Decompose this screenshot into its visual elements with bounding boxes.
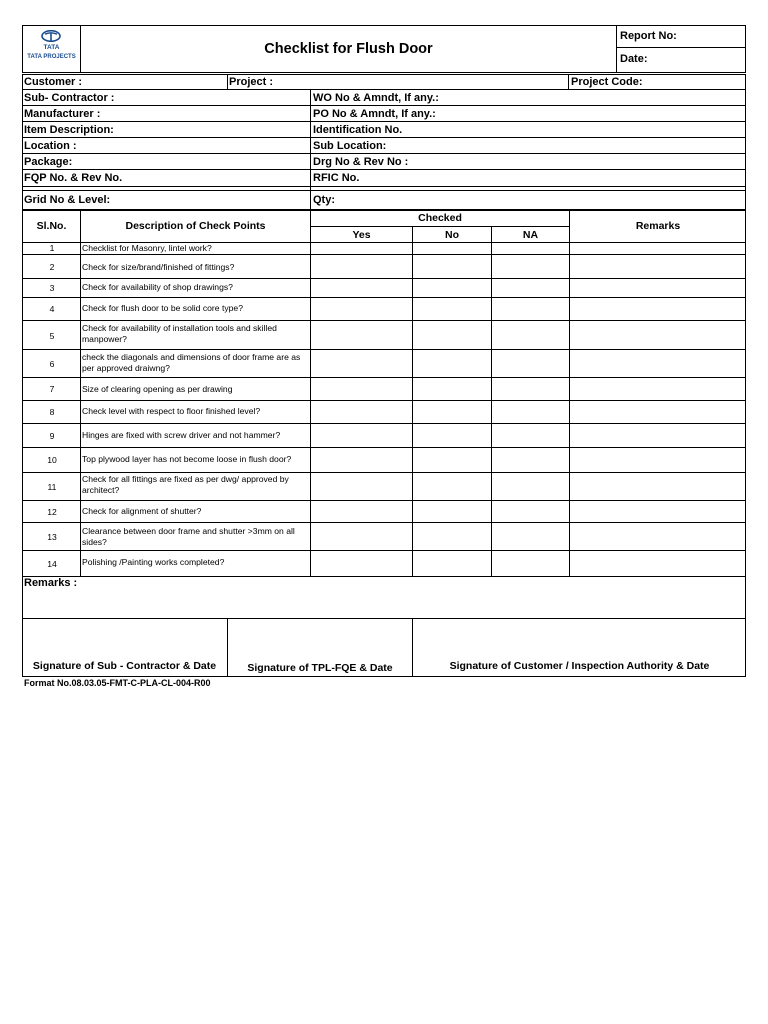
- row-description: Check for flush door to be solid core type?: [82, 303, 243, 313]
- qty-label: Qty:: [313, 194, 335, 206]
- sub-location-label: Sub Location:: [313, 140, 387, 152]
- col-header-slno: Sl.No.: [36, 220, 67, 232]
- grid-no-label: Grid No & Level:: [24, 194, 111, 206]
- tata-logo-icon: [41, 30, 61, 42]
- item-description-label: Item Description:: [24, 124, 114, 136]
- report-no-label: Report No:: [620, 30, 677, 42]
- col-header-yes: Yes: [352, 229, 371, 241]
- row-number: 13: [47, 532, 57, 542]
- col-header-no: No: [445, 229, 459, 241]
- col-header-checked: Checked: [418, 212, 462, 224]
- row-number: 9: [49, 431, 55, 441]
- company-logo: [23, 27, 80, 71]
- col-header-remarks: Remarks: [635, 220, 681, 232]
- signature-tpl-label: Signature of TPL-FQE & Date: [247, 662, 393, 674]
- logo-company: TATA PROJECTS: [27, 54, 76, 60]
- row-description: Check for size/brand/finished of fittings?: [82, 262, 235, 272]
- format-number: Format No.08.03.05-FMT-C-PLA-CL-004-R00: [24, 678, 211, 688]
- identification-no-label: Identification No.: [313, 124, 403, 136]
- row-number: 2: [49, 262, 55, 272]
- signature-customer-label: Signature of Customer / Inspection Authority & Date: [449, 660, 710, 672]
- row-description: Hinges are fixed with screw driver and not hammer?: [82, 430, 281, 440]
- wo-no-label: WO No & Amndt, If any.:: [313, 92, 439, 104]
- row-description: Check for alignment of shutter?: [82, 506, 202, 516]
- signature-subcontractor-label: Signature of Sub - Contractor & Date: [32, 660, 217, 672]
- fqp-no-label: FQP No. & Rev No.: [24, 172, 123, 184]
- row-number: 11: [47, 482, 57, 492]
- page-title: Checklist for Flush Door: [264, 41, 433, 57]
- manufacturer-label: Manufacturer :: [24, 108, 101, 120]
- row-description: Clearance between door frame and shutter >3mm on all sides?: [82, 526, 295, 547]
- package-label: Package:: [24, 156, 73, 168]
- row-number: 12: [47, 507, 57, 517]
- logo-brand: TATA: [43, 44, 60, 51]
- date-label: Date:: [620, 53, 648, 65]
- row-description: Size of clearing opening as per drawing: [82, 384, 233, 394]
- customer-label: Customer :: [24, 76, 83, 88]
- row-description: Checklist for Masonry, lintel work?: [82, 243, 212, 253]
- rfic-no-label: RFIC No.: [313, 172, 360, 184]
- project-code-label: Project Code:: [571, 76, 643, 88]
- drg-no-label: Drg No & Rev No :: [313, 156, 409, 168]
- remarks-label: Remarks :: [24, 577, 78, 589]
- row-number: 3: [49, 283, 55, 293]
- row-number: 7: [49, 384, 55, 394]
- row-number: 6: [49, 359, 55, 369]
- po-no-label: PO No & Amndt, If any.:: [313, 108, 436, 120]
- row-number: 8: [49, 407, 55, 417]
- col-header-na: NA: [522, 229, 539, 241]
- row-number: 14: [47, 559, 57, 569]
- remarks-box: [22, 576, 746, 619]
- row-description: Check level with respect to floor finished level?: [82, 406, 261, 416]
- row-description: Polishing /Painting works completed?: [82, 557, 225, 567]
- row-number: 1: [49, 243, 55, 253]
- row-number: 4: [49, 304, 55, 314]
- row-description: Check for all fittings are fixed as per dwg/ approved by architect?: [82, 474, 289, 495]
- row-description: Check for availability of installation tools and skilled manpower?: [82, 323, 277, 344]
- row-description: Check for availability of shop drawings?: [82, 282, 233, 292]
- row-number: 5: [49, 331, 55, 341]
- row-number: 10: [47, 455, 57, 465]
- col-header-description: Description of Check Points: [125, 220, 266, 232]
- row-description: check the diagonals and dimensions of door frame are as per approved draiwng?: [82, 352, 301, 373]
- sub-contractor-label: Sub- Contractor :: [24, 92, 115, 104]
- location-label: Location :: [24, 140, 77, 152]
- project-label: Project :: [229, 76, 274, 88]
- row-description: Top plywood layer has not become loose in flush door?: [82, 454, 292, 464]
